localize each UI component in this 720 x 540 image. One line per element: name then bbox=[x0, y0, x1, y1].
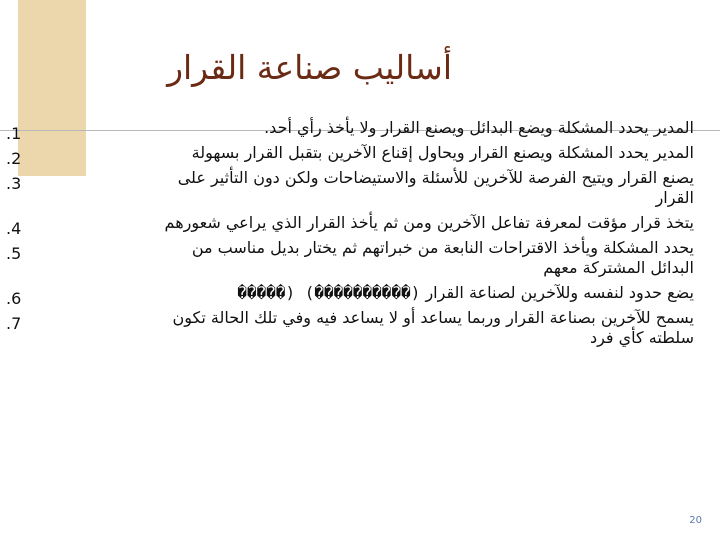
item-number: .6 bbox=[6, 289, 22, 308]
item-text: يحدد المشكلة ويأخذ الاقتراحات النابعة من خبراتهم ثم يختار بديل مناسب من البدائل المشتركة معهم bbox=[191, 238, 694, 277]
decision-styles-list bbox=[6, 118, 710, 353]
item-number: .1 bbox=[6, 124, 22, 143]
item-number: .3 bbox=[6, 174, 22, 193]
item-text: المدير يحدد المشكلة ويصنع القرار ويحاول إقناع الآخرين بتقبل القرار بسهولة bbox=[191, 143, 694, 162]
item-number: .4 bbox=[6, 219, 22, 238]
slide-title: أساليب صناعة القرار bbox=[167, 48, 452, 87]
list-item bbox=[6, 308, 710, 348]
list-item bbox=[6, 168, 710, 208]
list-item bbox=[6, 238, 710, 278]
garbled-glyphs: (����������) (����� bbox=[237, 283, 421, 302]
item-text: المدير يحدد المشكلة ويضع البدائل ويصنع القرار ولا يأخذ رأي أحد. bbox=[264, 118, 694, 137]
item-number: .7 bbox=[6, 314, 22, 333]
list-item bbox=[6, 283, 710, 308]
item-text: يضع حدود لنفسه وللآخرين لصناعة القرار bbox=[425, 283, 694, 302]
list-item bbox=[6, 213, 710, 238]
item-text: يتخذ قرار مؤقت لمعرفة تفاعل الآخرين ومن ثم يأخذ القرار الذي يراعي شعورهم bbox=[164, 213, 694, 232]
list-item bbox=[6, 118, 710, 143]
item-text: يصنع القرار ويتيح الفرصة للآخرين للأسئلة والاستيضاحات ولكن دون التأثير على القرار bbox=[177, 168, 694, 207]
page-number: 20 bbox=[689, 515, 702, 526]
list-item bbox=[6, 143, 710, 168]
item-text: يسمح للآخرين بصناعة القرار وربما يساعد أو لا يساعد فيه وفي تلك الحالة تكون سلطته كأي فرد bbox=[172, 308, 694, 347]
item-number: .2 bbox=[6, 149, 22, 168]
item-number: .5 bbox=[6, 244, 22, 263]
